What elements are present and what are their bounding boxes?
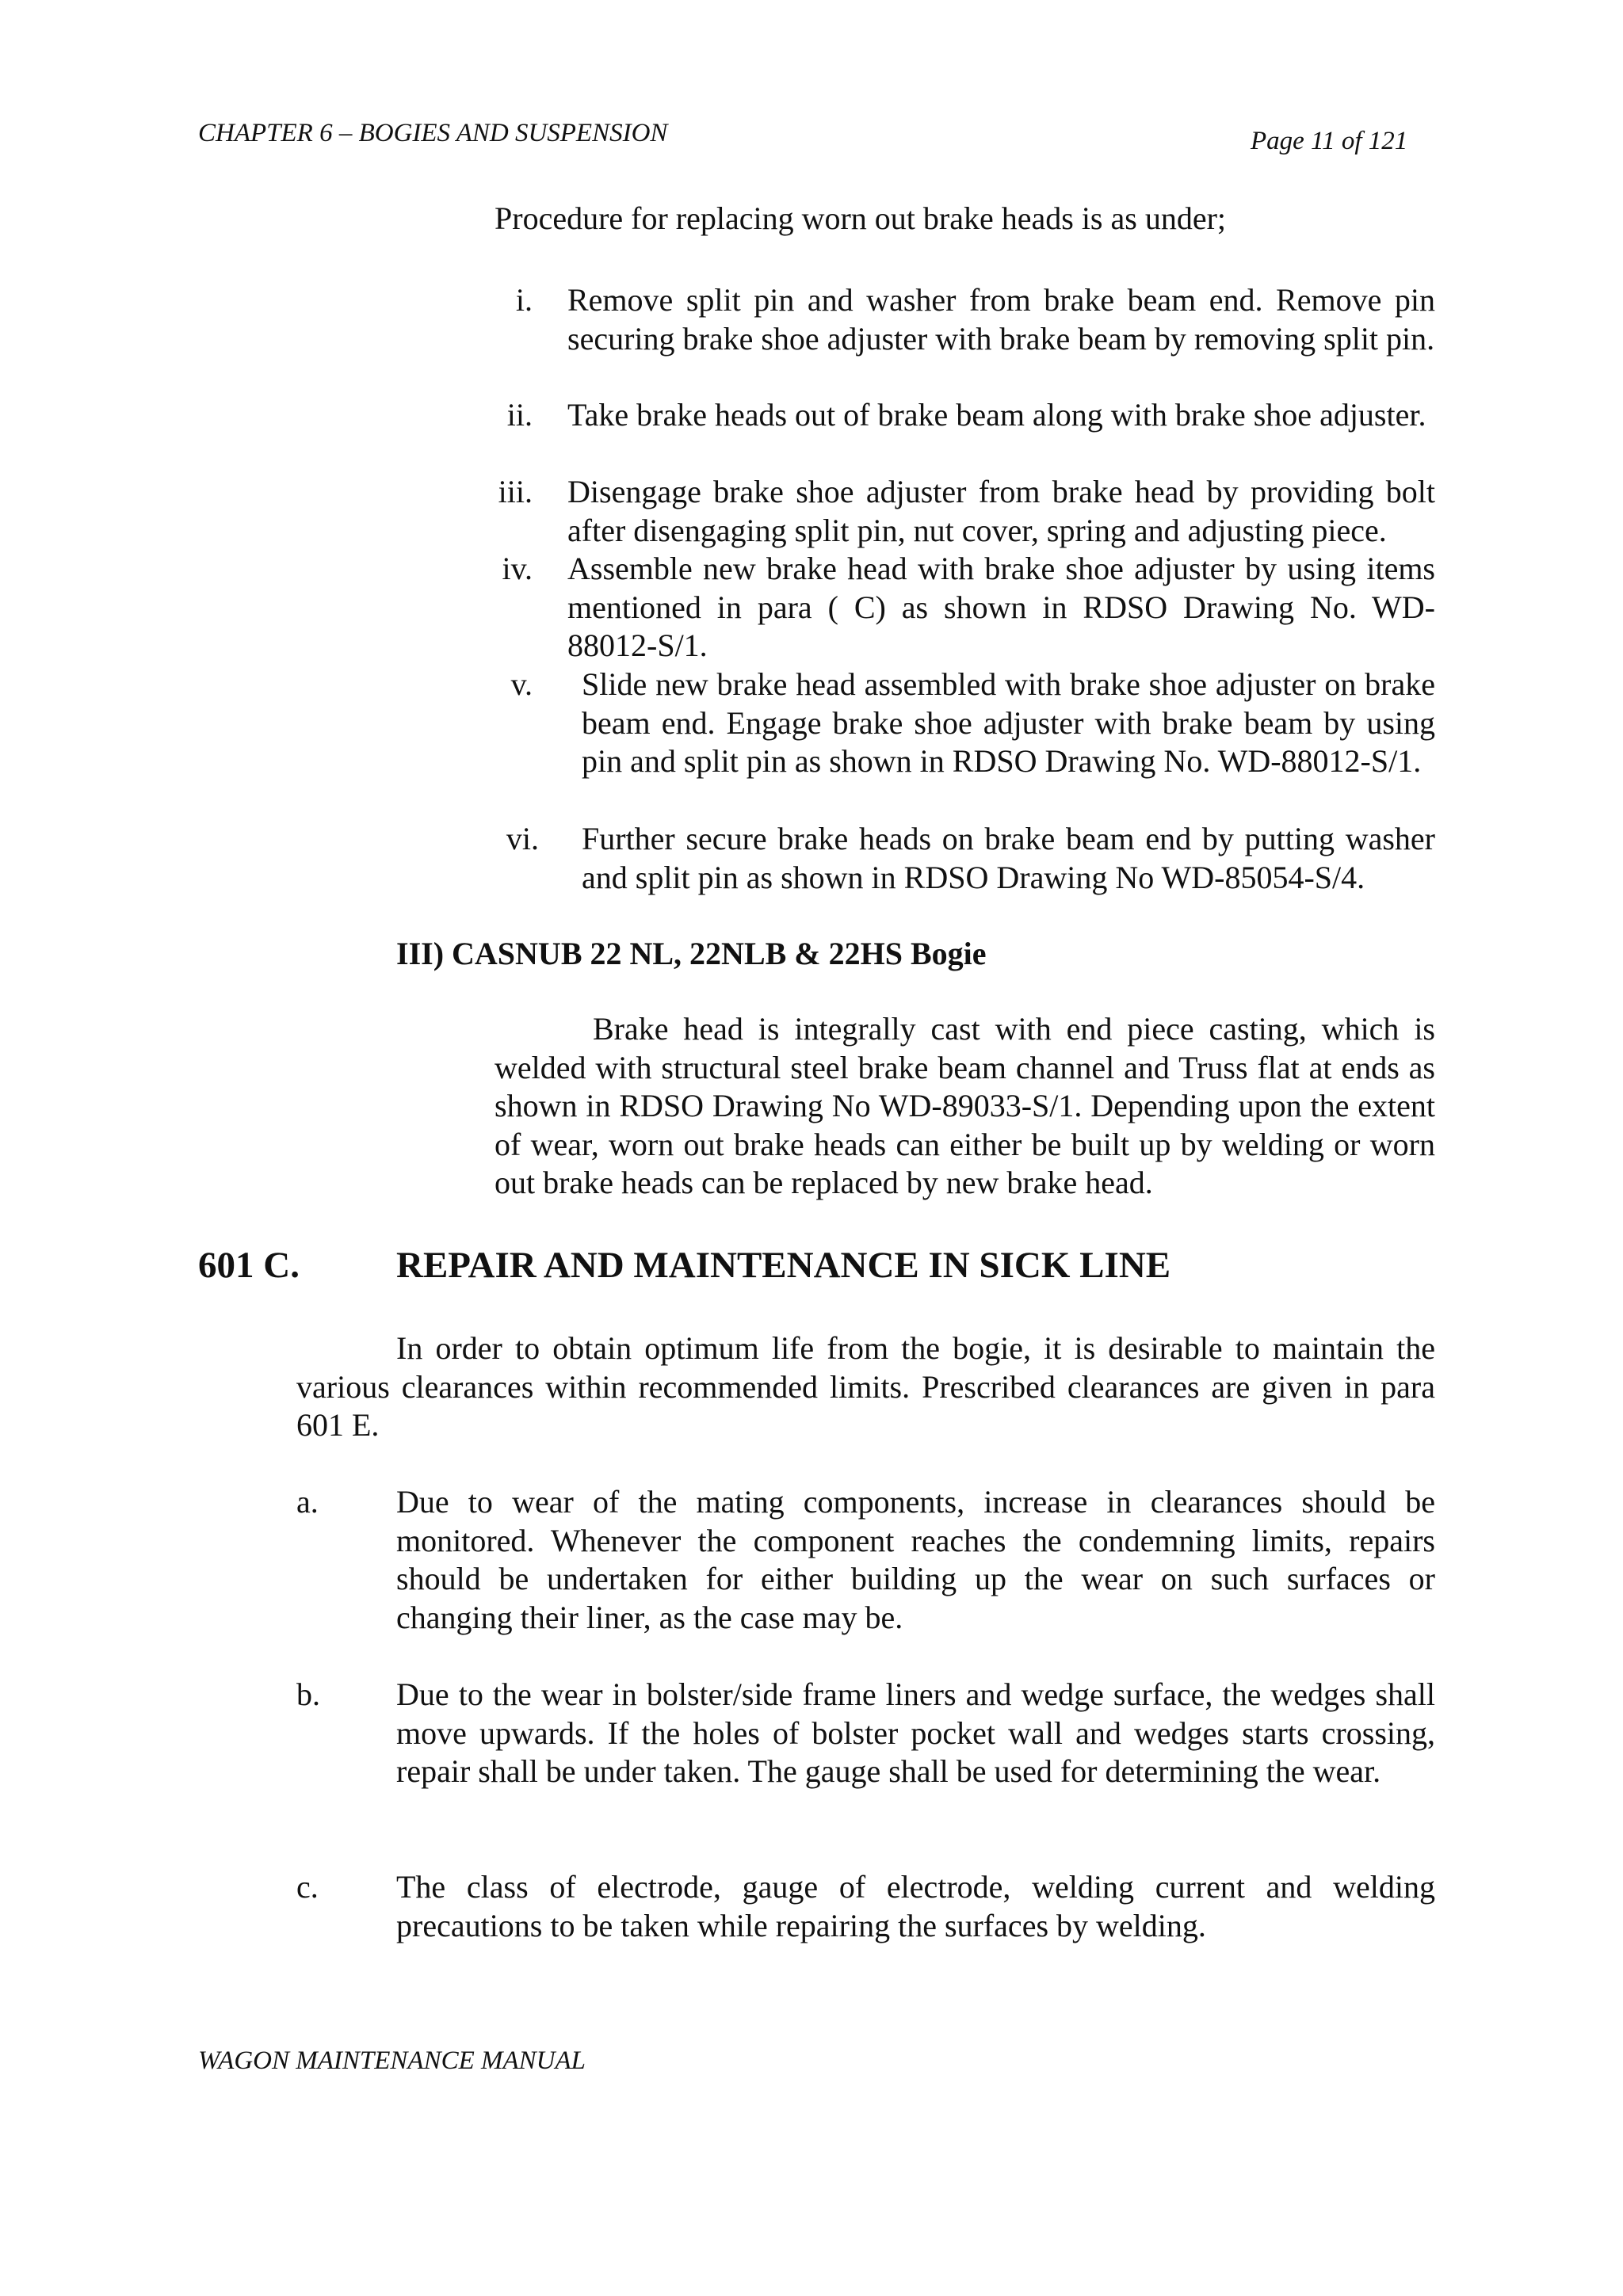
list-item: The class of electrode, gauge of electrode, welding current and welding precautions to be taken while repairing the surfaces by welding.: [396, 1869, 1435, 1943]
list-number: i.: [515, 282, 533, 318]
footer: WAGON MAINTENANCE MANUAL: [198, 2046, 586, 2075]
section-paragraph: In order to obtain optimum life from the bogie, it is desirable to maintain the various clearances within recommended limits. Prescribed clearances are given in para 601 E.: [296, 1330, 1435, 1443]
list-item: Assemble new brake head with brake shoe adjuster by using items mentioned in para ( C) as shown in RDSO Drawing No. WD-88012-S/1.: [567, 551, 1435, 663]
list-number: vi.: [506, 821, 539, 856]
chapter-header: CHAPTER 6 – BOGIES AND SUSPENSION: [198, 119, 668, 147]
list-item: Take brake heads out of brake beam along with brake shoe adjuster.: [567, 397, 1426, 433]
list-number: iii.: [498, 474, 533, 509]
list-number: ii.: [506, 397, 533, 433]
list-item: Further secure brake heads on brake beam end by putting washer and split pin as shown in RDSO Drawing No WD-85054-S/4.: [582, 821, 1435, 895]
subsection-paragraph: Brake head is integrally cast with end piece casting, which is welded with structural steel brake beam channel and Truss flat at ends as shown in RDSO Drawing No WD-89033-S/1. Depending upon the extent of wear, worn out brake heads can either be built up by welding or worn out brake heads can be replaced by new brake head.: [495, 1011, 1435, 1200]
list-item: Due to the wear in bolster/side frame liners and wedge surface, the wedges shall move upwards. If the holes of bolster pocket wall and wedges starts crossing, repair shall be under taken. The gauge shall be used for determining the wear.: [396, 1676, 1435, 1789]
item-label: b.: [296, 1676, 320, 1712]
page-number: Page 11 of 121: [1251, 127, 1408, 155]
item-label: c.: [296, 1869, 319, 1905]
list-number: iv.: [502, 551, 533, 586]
list-number: v.: [510, 666, 533, 702]
list-item: Due to wear of the mating components, increase in clearances should be monitored. Whenever the component reaches the condemning limits, repairs should be undertaken for either building up the wear on such surfaces or changing their liner, as the case may be.: [396, 1484, 1435, 1635]
section-title: REPAIR AND MAINTENANCE IN SICK LINE: [396, 1245, 1171, 1286]
procedure-intro: Procedure for replacing worn out brake heads is as under;: [495, 200, 1227, 236]
list-item: Disengage brake shoe adjuster from brake head by providing bolt after disengaging split pin, nut cover, spring and adjusting piece.: [567, 474, 1435, 548]
list-item: Remove split pin and washer from brake beam end. Remove pin securing brake shoe adjuster with brake beam by removing split pin.: [567, 282, 1435, 357]
item-label: a.: [296, 1484, 319, 1520]
list-item: Slide new brake head assembled with brake shoe adjuster on brake beam end. Engage brake shoe adjuster with brake beam by using pin and split pin as shown in RDSO Drawing No. WD-88012-S/1.: [582, 666, 1435, 779]
subsection-heading: III) CASNUB 22 NL, 22NLB & 22HS Bogie: [396, 936, 987, 971]
section-number: 601 C.: [198, 1245, 300, 1286]
